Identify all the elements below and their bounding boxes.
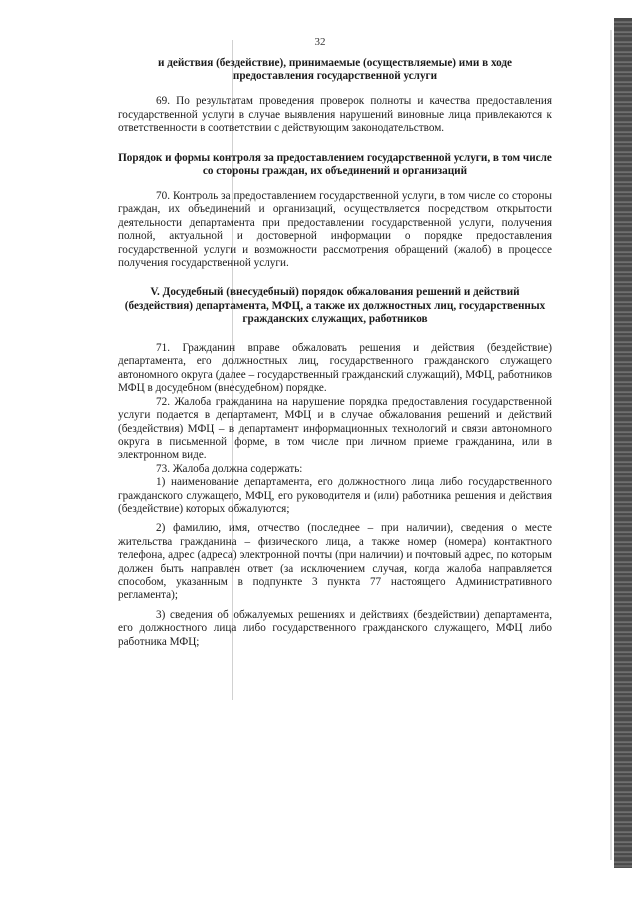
spacer	[118, 178, 552, 190]
spacer	[118, 83, 552, 95]
section-heading: и действия (бездействие), принимаемые (осуществляемые) ими в ходе предоставления государственной услуги	[157, 57, 513, 83]
paragraph: 2) фамилию, имя, отчество (последнее – при наличии), сведения о месте жительства гражданина – физического лица, а также номер (номера) контактного телефона, адрес (адреса) электронной почты (при наличии) и почтовый адрес, по которым должен быть направлен ответ (за исключением случая, когда жалоба направляется способом, указанным в подпункте 3 пункта 77 настоящего Административного регламента);	[118, 522, 552, 602]
scanner-edge-line	[610, 30, 612, 860]
paragraph: 69. По результатам проведения проверок полноты и качества предоставления государственной услуги в случае выявления нарушений виновные лица привлекаются к ответственности в соответствии с действующим законодательством.	[118, 95, 552, 135]
document-body	[118, 57, 552, 649]
spacer	[118, 326, 552, 342]
paragraph: 72. Жалоба гражданина на нарушение порядка предоставления государственной услуги подается в департамент, МФЦ и в случае обжалования решений и действий (бездействия) МФЦ – в департамент информационных технологий и связи автономного округа в письменной форме, в том числе при личном приеме гражданина, или в электронном виде.	[118, 395, 552, 462]
spacer	[118, 136, 552, 152]
paragraph: 71. Гражданин вправе обжаловать решения и действия (бездействие) департамента, его должностных лиц, государственного гражданского служащего автономного округа (далее – государственный гражданский служащий), МФЦ, работников МФЦ в досудебном (внесудебном) порядке.	[118, 342, 552, 395]
section-heading: V. Досудебный (внесудебный) порядок обжалования решений и действий (бездействия) департамента, МФЦ, а также их должностных лиц, государственных гражданских служащих, работников	[124, 286, 546, 325]
page-number: 32	[314, 36, 326, 48]
paragraph: 70. Контроль за предоставлением государственной услуги, в том числе со стороны граждан, их объединений и организаций, осуществляется посредством открытости деятельности департамента при предоставлении государственной услуги, получения полной, актуальной и достоверной информации о порядке предоставления государственной услуги и возможности рассмотрения обращений (жалоб) в процессе получения государственной услуги.	[118, 190, 552, 270]
paragraph: 73. Жалоба должна содержать:	[156, 462, 303, 475]
section-heading: Порядок и формы контроля за предоставлением государственной услуги, в том числе со стороны граждан, их объединений и организаций	[118, 151, 552, 177]
spacer	[118, 270, 552, 286]
scanner-edge-artifact	[614, 18, 632, 868]
paragraph: 1) наименование департамента, его должностного лица либо государственного гражданского служащего, МФЦ, его руководителя и (или) работника решения и действия (бездействие) которых обжалуются;	[118, 476, 552, 515]
paragraph: 3) сведения об обжалуемых решениях и действиях (бездействии) департамента, его должностного лица либо государственного гражданского служащего, МФЦ либо работника МФЦ;	[118, 608, 552, 648]
